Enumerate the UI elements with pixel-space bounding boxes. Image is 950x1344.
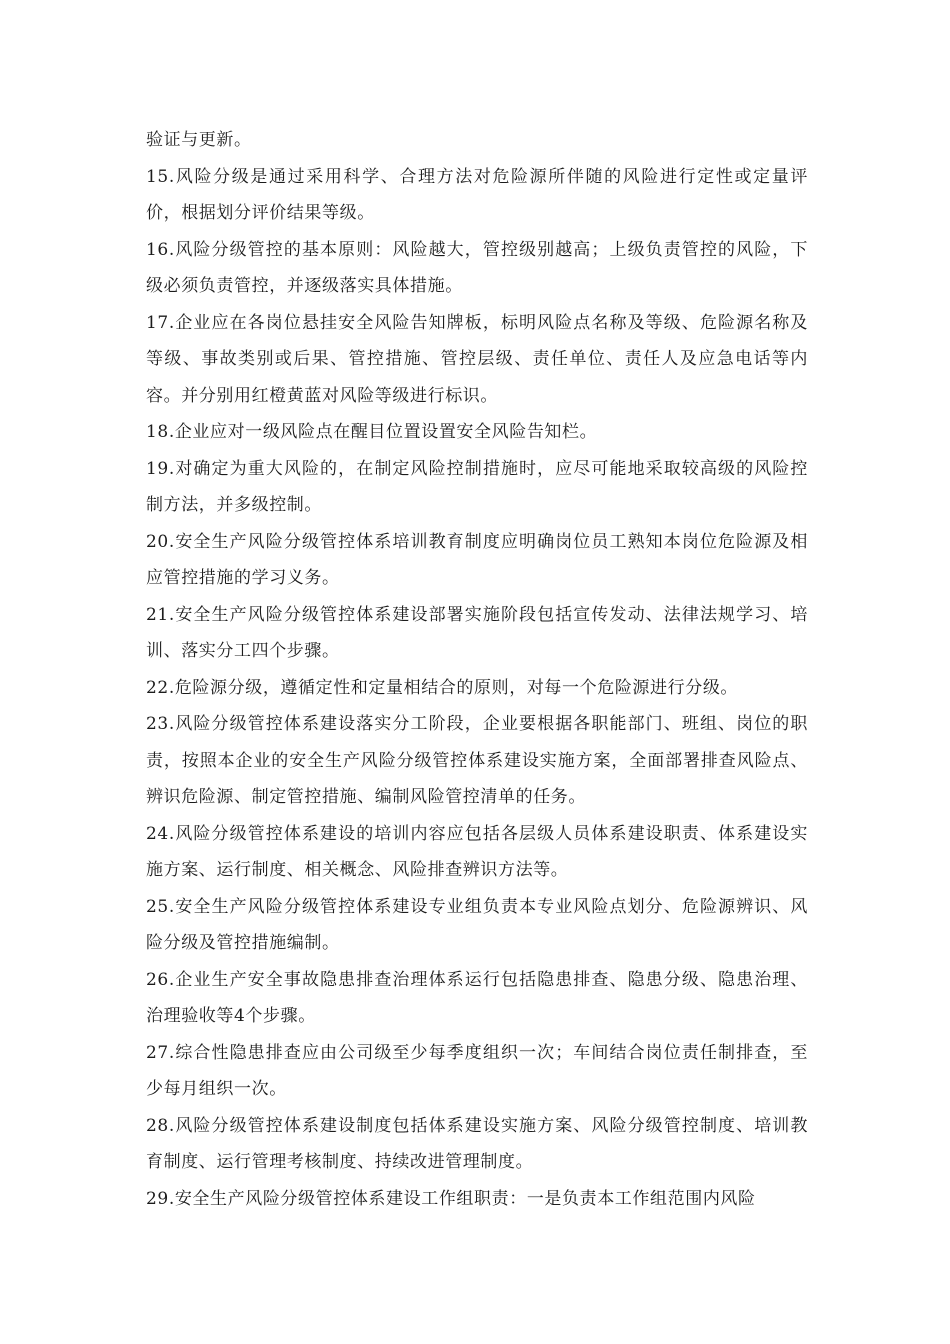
paragraph-item-21: 21.安全生产风险分级管控体系建设部署实施阶段包括宣传发动、法律法规学习、培训、落实分工四个步骤。 xyxy=(146,604,808,661)
paragraph-item-19: 19.对确定为重大风险的，在制定风险控制措施时，应尽可能地采取较高级的风险控制方法，并多级控制。 xyxy=(146,458,808,515)
paragraph-item-16: 16.风险分级管控的基本原则：风险越大，管控级别越高；上级负责管控的风险，下级必须负责管控，并逐级落实具体措施。 xyxy=(146,239,808,296)
paragraph-item-15: 15.风险分级是通过采用科学、合理方法对危险源所伴随的风险进行定性或定量评价，根据划分评价结果等级。 xyxy=(146,166,808,223)
document-body xyxy=(146,122,808,1217)
paragraph-item-17: 17.企业应在各岗位悬挂安全风险告知牌板，标明风险点名称及等级、危险源名称及等级、事故类别或后果、管控措施、管控层级、责任单位、责任人及应急电话等内容。并分别用红橙黄蓝对风险等级进行标识。 xyxy=(146,312,808,406)
paragraph-item-22: 22.危险源分级，遵循定性和定量相结合的原则，对每一个危险源进行分级。 xyxy=(146,677,739,698)
paragraph-item-27: 27.综合性隐患排查应由公司级至少每季度组织一次；车间结合岗位责任制排查，至少每月组织一次。 xyxy=(146,1042,808,1099)
paragraph-item-28: 28.风险分级管控体系建设制度包括体系建设实施方案、风险分级管控制度、培训教育制度、运行管理考核制度、持续改进管理制度。 xyxy=(146,1115,808,1172)
paragraph-item-20: 20.安全生产风险分级管控体系培训教育制度应明确岗位员工熟知本岗位危险源及相应管控措施的学习义务。 xyxy=(146,531,808,588)
paragraph-item-26: 26.企业生产安全事故隐患排查治理体系运行包括隐患排查、隐患分级、隐患治理、治理验收等4个步骤。 xyxy=(146,969,808,1026)
paragraph-item-18: 18.企业应对一级风险点在醒目位置设置安全风险告知栏。 xyxy=(146,422,598,442)
paragraph-item-24: 24.风险分级管控体系建设的培训内容应包括各层级人员体系建设职责、体系建设实施方案、运行制度、相关概念、风险排查辨识方法等。 xyxy=(146,823,808,880)
paragraph-continuation: 验证与更新。 xyxy=(146,130,252,150)
paragraph-item-25: 25.安全生产风险分级管控体系建设专业组负责本专业风险点划分、危险源辨识、风险分级及管控措施编制。 xyxy=(146,896,808,953)
paragraph-item-23: 23.风险分级管控体系建设落实分工阶段，企业要根据各职能部门、班组、岗位的职责，按照本企业的安全生产风险分级管控体系建设实施方案，全面部署排查风险点、辨识危险源、制定管控措施、编制风险管控清单的任务。 xyxy=(146,714,808,807)
paragraph-item-29: 29.安全生产风险分级管控体系建设工作组职责：一是负责本工作组范围内风险 xyxy=(146,1188,756,1209)
